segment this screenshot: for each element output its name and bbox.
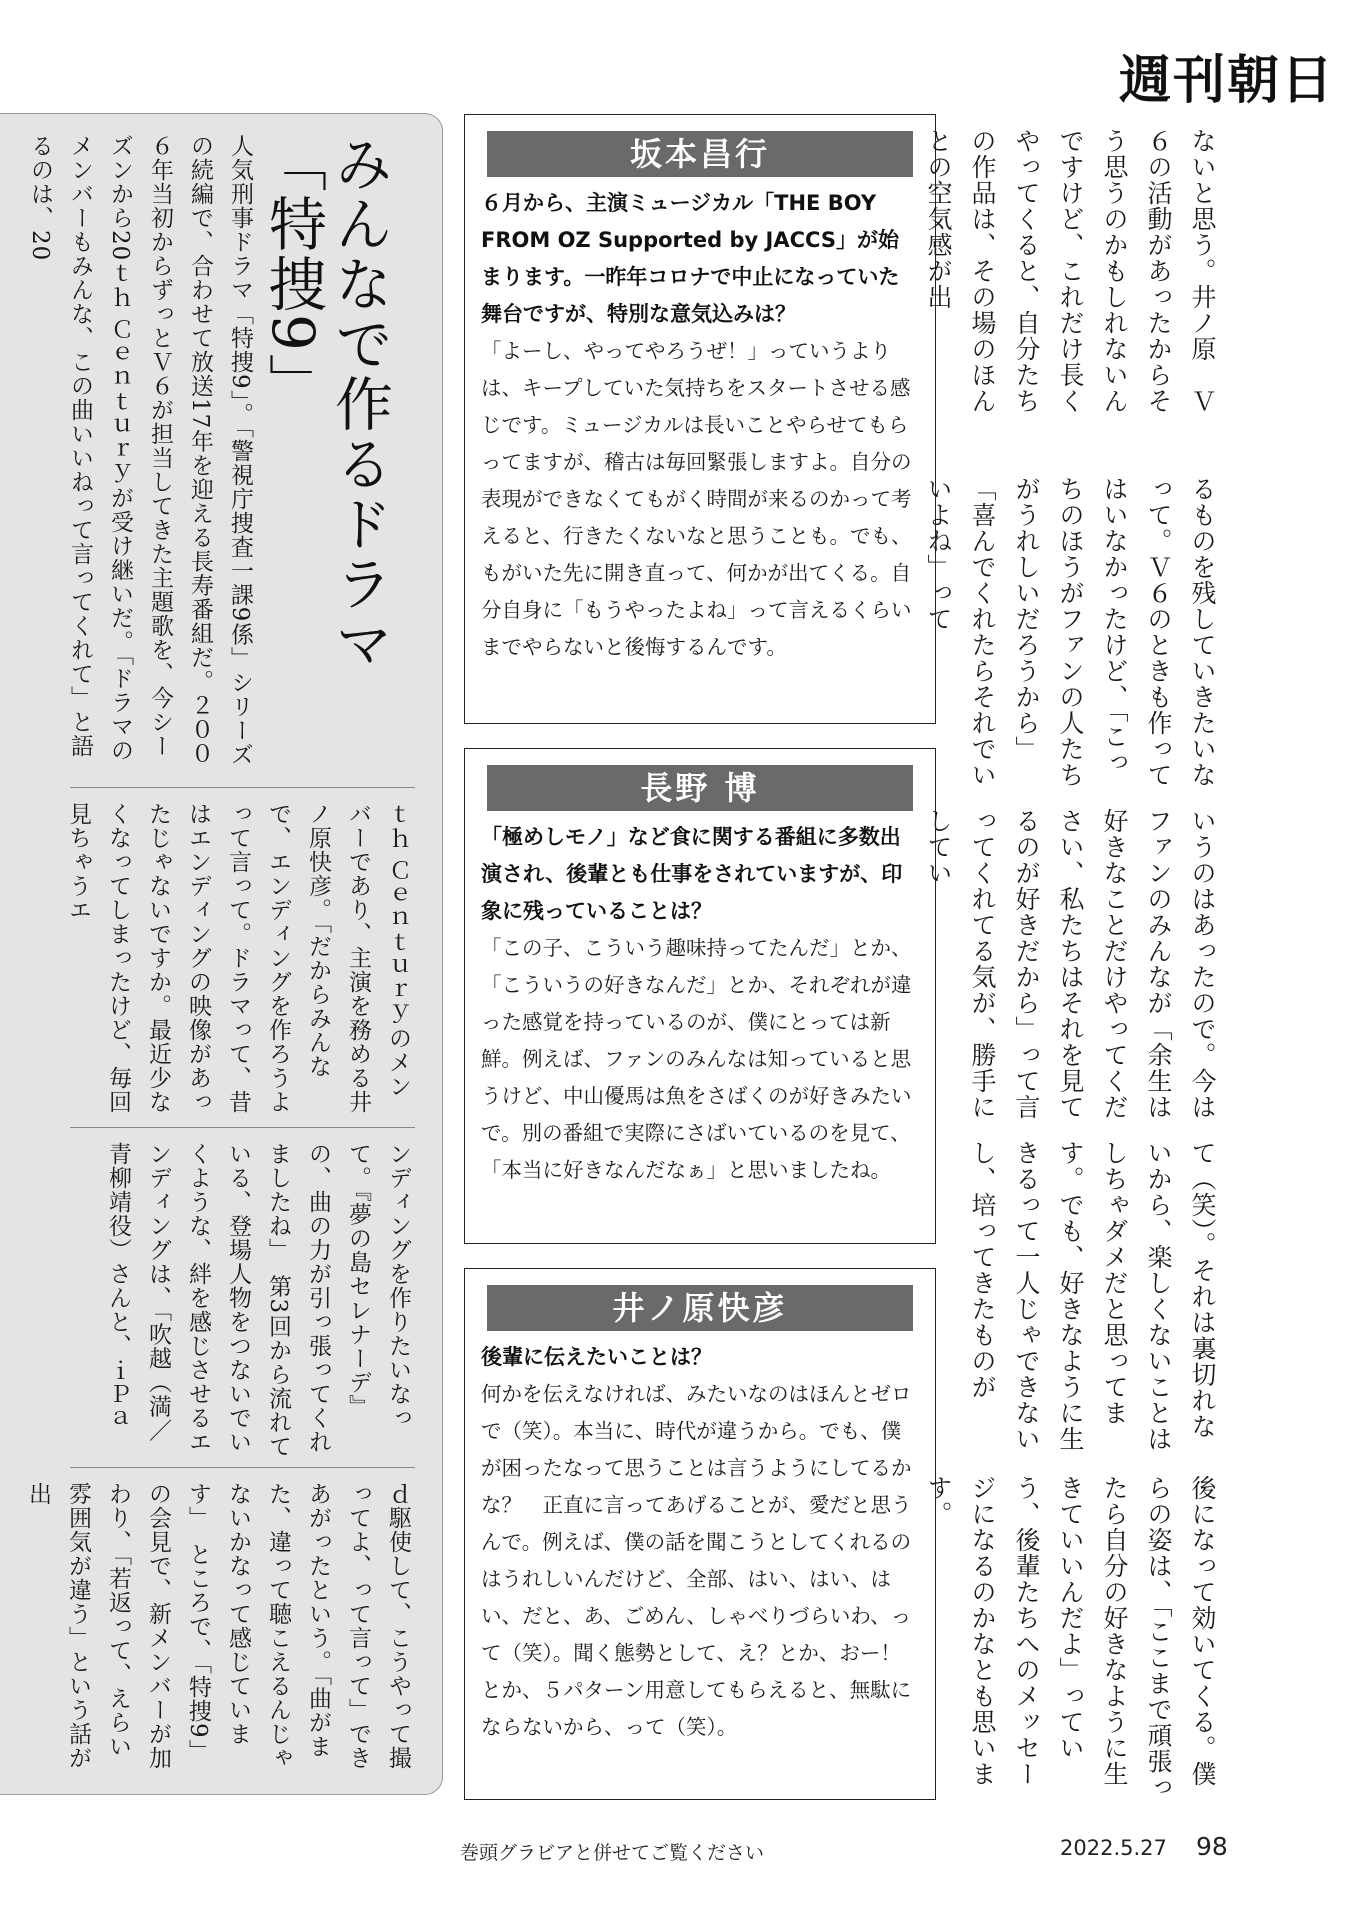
divider bbox=[70, 1467, 415, 1468]
sidebar-title: みんなで作るドラマ「特捜9」 bbox=[259, 134, 393, 674]
interview-box-nagano bbox=[464, 748, 936, 1244]
interview-box-inohara bbox=[464, 1268, 936, 1800]
issue-date: 2022.5.27 bbox=[1060, 1836, 1167, 1860]
sidebar-band-3 bbox=[0, 1134, 442, 1464]
sidebar-article bbox=[0, 113, 443, 1795]
interview-question: 「極めしモノ」など食に関する番組に多数出演され、後輩とも仕事をされていますが、印象に残っていることは？ bbox=[481, 825, 903, 923]
sidebar-paragraph: ンディングを作りたいなって。『夢の島セレナーデ』の、曲の力が引っ張ってくれましたね」 第3回から流れている、登場人物をつないでいくような、絆を感じさせるエンディングは、「吹越（満／青柳靖役）さんと、ｉＰａ bbox=[105, 1142, 411, 1459]
interview-answer: 何かを伝えなければ、みたいなのはほんとゼロで（笑）。本当に、時代が違うから。でも、僕が困ったなって思うことは言うようにしてるかな？ 正直に言ってあげることが、愛だと思うんで。例えば、僕の話を聞こうとしてくれるのはうれしいんだけど、全部、はい、はい、はい、だと、あ、ごめん、しゃべりづらいわ、って（笑）。聞く態勢として、え？とか、おー！とか、５パターン用意してもらえると、無駄にならないから、って（笑）。 bbox=[481, 1382, 912, 1739]
sidebar-paragraph: 人気刑事ドラマ「特捜9」。「警視庁捜査一課9係」シリーズの続編で、合わせて放送17年を迎える長寿番組だ。２００６年当初からずっとＶ６が担当してきた主題歌を、今シーズンから20ｔｈ Ｃｅｎｔｕｒｙが受け継いだ。「ドラマのメンバーもみんな、この曲いいねって言ってくれて」と語るのは、20 bbox=[27, 134, 253, 767]
body-paragraph: 後になって効いてくる。僕らの姿は、「ここまで頑張ったら自分の好きなように生きていいんだよ」っていう、後輩たちへのメッセージになるのかなとも思います。 bbox=[924, 1475, 1217, 1801]
interview-answer: 「この子、こういう趣味持ってたんだ」とか、「こういうの好きなんだ」とか、それぞれが違った感覚を持っているのが、僕にとっては新鮮。例えば、ファンのみんなは知っていると思うけど、中山優馬は魚をさばくのが好きみたいで。別の番組で実際にさばいているのを見て、「本当に好きなんだなぁ」と思いましたね。 bbox=[481, 936, 912, 1182]
right-column-band-2 bbox=[924, 476, 1244, 796]
page-number: 98 bbox=[1196, 1832, 1228, 1861]
interview-name-bar: 井ノ原快彦 bbox=[487, 1285, 913, 1331]
right-column-band-3 bbox=[924, 808, 1244, 1128]
body-paragraph: て（笑）。それは裏切れないから、楽しくないことはしちゃダメだと思ってます。でも、好きなように生きるって一人じゃできないし、培ってきたものが bbox=[968, 1140, 1217, 1452]
sidebar-paragraph: ｄ駆使して、こうやって撮ってよ、って言って」できあがったという。「曲がまた、違って聴こえるんじゃないかなって感じています」 ところで、「特捜9」の会見で、新メンバーが加わり、「若返って、えらい雰囲気が違う」という話が出 bbox=[25, 1482, 411, 1770]
magazine-logo: 週刊朝日 bbox=[1118, 51, 1335, 111]
interview-box-sakamoto bbox=[464, 114, 936, 724]
sidebar-band-1 bbox=[0, 114, 442, 784]
divider bbox=[70, 787, 415, 788]
body-paragraph: るものを残していきたいなって。Ｖ６のときも作ってはいなかったけど、「こっちのほうがファンの人たちがうれしいだろうから」「喜んでくれたらそれでいいよね」って bbox=[924, 476, 1217, 788]
right-column-band-4 bbox=[944, 1140, 1244, 1460]
interview-answer: 「よーし、やってやろうぜ！」っていうよりは、キープしていた気持ちをスタートさせる感じです。ミュージカルは長いことやらせてもらってますが、稽古は毎回緊張しますよ。自分の表現ができなくてもがく時間が来るのかって考えると、行きたくないなと思うことも。でも、もがいた先に開き直って、何かが出てくる。自分自身に「もうやったよね」って言えるくらいまでやらないと後悔するんです。 bbox=[481, 339, 912, 659]
interview-name-bar: 坂本昌行 bbox=[487, 131, 913, 177]
interview-question: 後輩に伝えたいことは？ bbox=[481, 1345, 712, 1369]
sidebar-paragraph: ｔｈ Ｃｅｎｔｕｒｙのメンバーであり、主演を務める井ノ原快彦。「だからみんなで、エンディングを作ろうよって言って。ドラマって、昔はエンディングの映像があったじゃないですか。最近少なくなってしまったけど、毎回見ちゃうエ bbox=[65, 802, 411, 1114]
body-paragraph: いうのはあったので。今はファンのみんなが「余生は好きなことだけやってください、私たちはそれを見てるのが好きだから」って言ってくれてる気が、勝手にしてい bbox=[924, 808, 1217, 1120]
sidebar-band-4 bbox=[0, 1474, 442, 1794]
right-column-band-1 bbox=[924, 128, 1244, 436]
footer-note: 巻頭グラビアと併せてご覧ください bbox=[460, 1842, 765, 1864]
interview-question: ６月から、主演ミュージカル「THE BOY FROM OZ Supported by JACCS」が始まります。一昨年コロナで中止になっていた舞台ですが、特別な意気込みは？ bbox=[481, 191, 900, 326]
divider bbox=[70, 1127, 415, 1128]
body-paragraph: ないと思う。井ノ原 Ｖ６の活動があったからそう思うのかもしれないんですけど、これだけ長くやってくると、自分たちの作品は、その場のほんとの空気感が出 bbox=[924, 128, 1217, 414]
right-column-band-5 bbox=[924, 1475, 1244, 1805]
interview-name-bar: 長野 博 bbox=[487, 765, 913, 811]
sidebar-band-2 bbox=[0, 794, 442, 1124]
